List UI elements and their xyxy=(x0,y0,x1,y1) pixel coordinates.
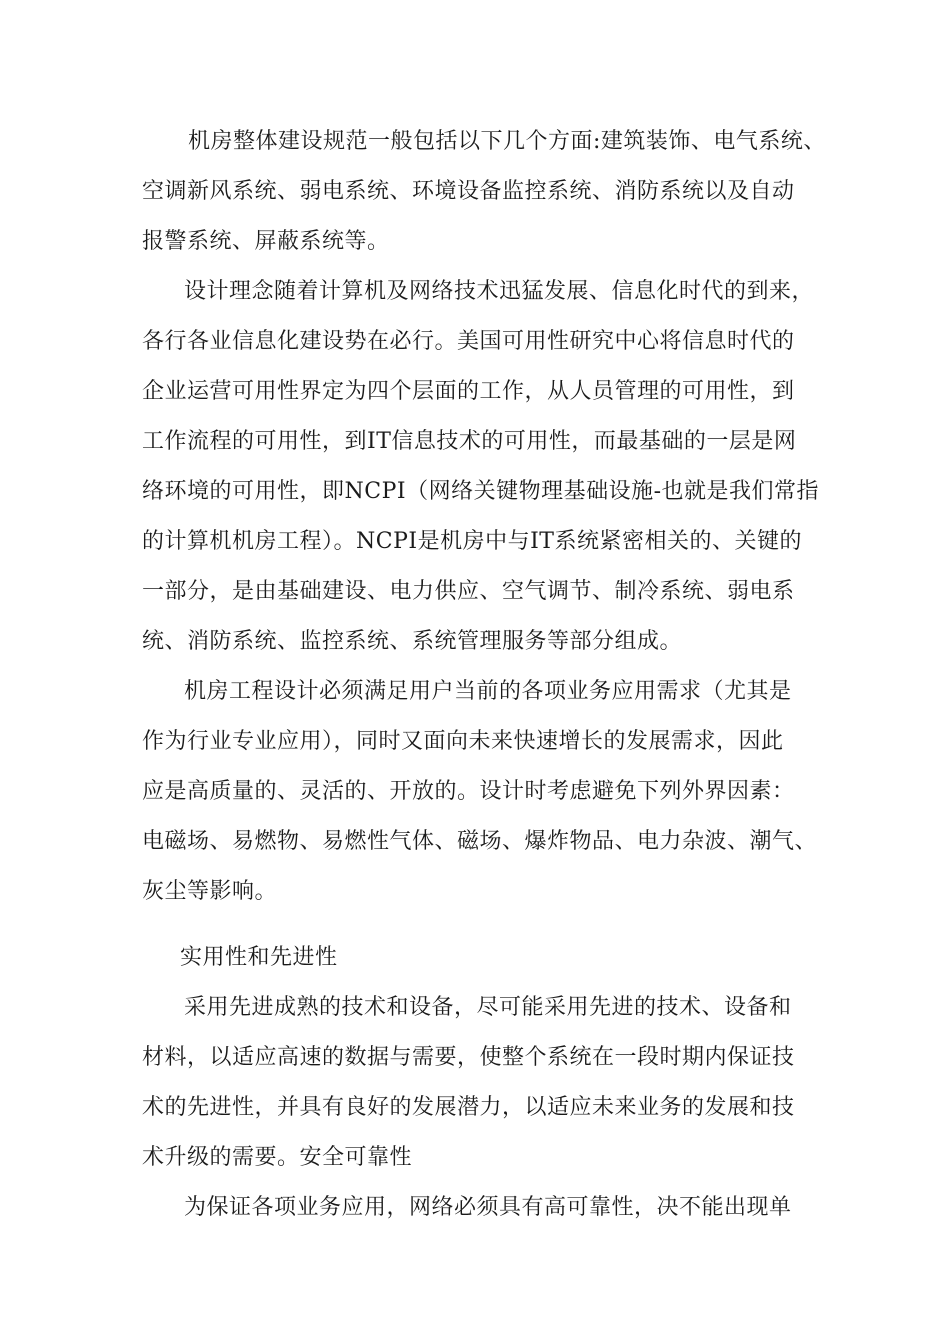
text-line: 空调新风系统、弱电系统、环境设备监控系统、消防系统以及自动 xyxy=(142,179,795,204)
text-line: 作为行业专业应用），同时又面向未来快速增长的发展需求，因此 xyxy=(142,729,784,754)
text-line: 各行各业信息化建设势在必行。美国可用性研究中心将信息时代的 xyxy=(142,329,795,354)
text-line: 采用先进成熟的技术和设备，尽可能采用先进的技术、设备和 xyxy=(184,995,792,1020)
text-line: 设计理念随着计算机及网络技术迅猛发展、信息化时代的到来， xyxy=(184,279,815,304)
text-line: 机房工程设计必须满足用户当前的各项业务应用需求（尤其是 xyxy=(184,679,792,704)
text-line: 机房整体建设规范一般包括以下几个方面:建筑装饰、电气系统、 xyxy=(188,129,826,154)
section-heading: 实用性和先进性 xyxy=(180,945,338,970)
text-line: 为保证各项业务应用，网络必须具有高可靠性，决不能出现单 xyxy=(184,1195,792,1220)
text-line: 灰尘等影响。 xyxy=(142,879,278,904)
text-line: 的计算机机房工程）。NCPI是机房中与IT系统紧密相关的、关键的 xyxy=(142,529,802,554)
text-line: 一部分，是由基础建设、电力供应、空气调节、制冷系统、弱电系 xyxy=(142,579,795,604)
text-line: 企业运营可用性界定为四个层面的工作，从人员管理的可用性，到 xyxy=(142,379,795,404)
text-line: 工作流程的可用性，到IT信息技术的可用性，而最基础的一层是网 xyxy=(142,429,797,454)
text-line: 术升级的需要。安全可靠性 xyxy=(142,1145,413,1170)
text-line: 应是高质量的、灵活的、开放的。设计时考虑避免下列外界因素： xyxy=(142,779,795,804)
text-line: 材料，以适应高速的数据与需要，使整个系统在一段时期内保证技 xyxy=(142,1045,795,1070)
text-line: 电磁场、易燃物、易燃性气体、磁场、爆炸物品、电力杂波、潮气、 xyxy=(142,829,818,854)
text-line: 术的先进性，并具有良好的发展潜力，以适应未来业务的发展和技 xyxy=(142,1095,795,1120)
text-line: 报警系统、屏蔽系统等。 xyxy=(142,229,390,254)
text-line: 统、消防系统、监控系统、系统管理服务等部分组成。 xyxy=(142,629,683,654)
text-line: 络环境的可用性，即NCPI（网络关键物理基础设施-也就是我们常指 xyxy=(142,479,820,504)
